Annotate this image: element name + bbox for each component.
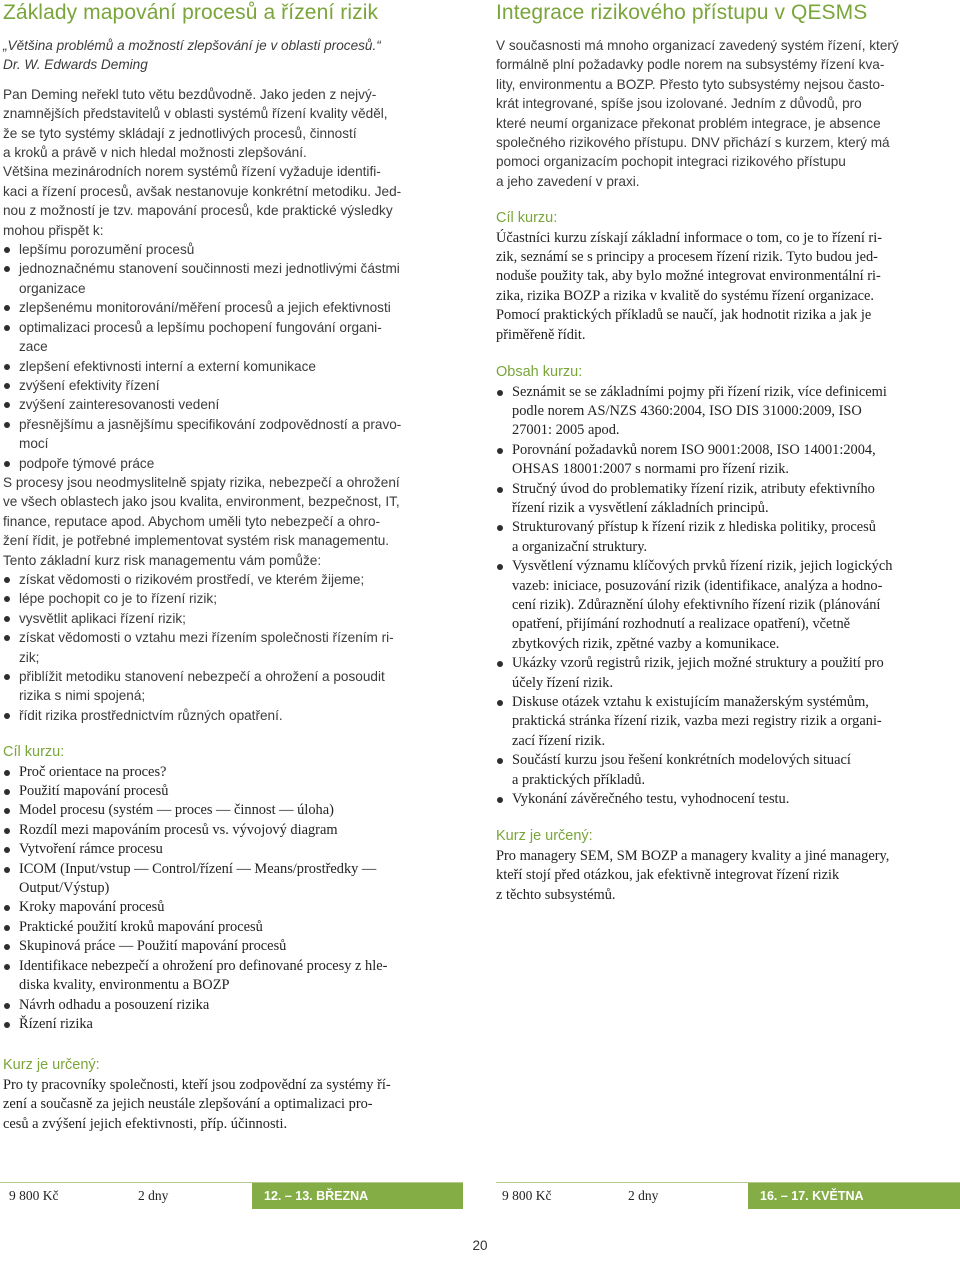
right-kurz-text bbox=[496, 847, 956, 905]
text-line: znamnějších představitelů v oblasti systémů řízení kvality věděl, bbox=[3, 106, 388, 122]
list-item-line: a praktických příkladů. bbox=[512, 771, 646, 788]
text-line: krát integrované, spíše jsou izolované. Jedním z důvodů, pro bbox=[496, 96, 862, 112]
text-line: společného rizikového přístupu. DNV přichází s kurzem, který má bbox=[496, 135, 890, 151]
list-item-line: podle norem AS/NZS 4360:2004, ISO DIS 31000:2009, ISO bbox=[512, 402, 862, 419]
text-line: pomoci organizacím pochopit integraci rizikového přístupu bbox=[496, 154, 846, 170]
list-item bbox=[3, 628, 463, 667]
text-line: zik, seznámí se s principy a procesem řízení rizik. Tyto budou jed- bbox=[496, 249, 878, 266]
list-item-line: řídit rizika prostřednictvím různých opatření. bbox=[19, 707, 283, 723]
text-line: Většina mezinárodních norem systémů řízení vyžaduje identifi- bbox=[3, 164, 381, 180]
list-item-line: Porovnání požadavků norem ISO 9001:2008, ISO 14001:2004, bbox=[512, 441, 876, 458]
list-item-line: Seznámit se se základními pojmy při řízení rizik, více definicemi bbox=[512, 383, 887, 400]
list-item bbox=[3, 395, 463, 414]
list-item-line: Stručný úvod do problematiky řízení rizik, atributy efektivního bbox=[512, 480, 875, 497]
list-item bbox=[3, 860, 463, 899]
list-item bbox=[496, 790, 956, 809]
list-item bbox=[3, 259, 463, 298]
list-item-line: Output/Výstup) bbox=[19, 880, 110, 897]
list-item bbox=[3, 840, 463, 859]
list-item-line: zvýšení zainteresovanosti vedení bbox=[19, 397, 220, 413]
list-item bbox=[3, 898, 463, 917]
right-date-badge: 16. – 17. KVĚTNA bbox=[748, 1183, 960, 1209]
list-item-line: zlepšenému monitorování/měření procesů a jejich efektivnosti bbox=[19, 300, 391, 316]
list-item-line: přiblížit metodiku stanovení nebezpečí a ohrožení a posoudit bbox=[19, 669, 385, 684]
list-item-line: Identifikace nebezpečí a ohrožení pro definované procesy z hle- bbox=[19, 957, 388, 974]
list-item-line: Strukturovaný přístup k řízení rizik z hlediska politiky, procesů bbox=[512, 519, 876, 536]
list-item bbox=[3, 298, 463, 317]
left-duration: 2 dny bbox=[138, 1188, 169, 1203]
right-cil-text bbox=[496, 229, 956, 345]
list-item bbox=[496, 441, 956, 480]
right-duration: 2 dny bbox=[628, 1188, 659, 1203]
list-item bbox=[3, 415, 463, 454]
text-line: S procesy jsou neodmyslitelně spjaty rizika, nebezpečí a ohrožení bbox=[3, 474, 400, 490]
list-item-line: lépe pochopit co je to řízení rizik; bbox=[19, 591, 217, 607]
list-item-line: získat vědomosti o vztahu mezi řízením společnosti řízením ri- bbox=[19, 630, 394, 646]
text-line: kaci a řízení procesů, avšak nestanovuje konkrétní metodiku. Jed- bbox=[3, 183, 402, 199]
text-line: Účastníci kurzu získají základní informace o tom, co je to řízení ri- bbox=[496, 229, 883, 246]
left-middle-text bbox=[3, 473, 463, 570]
list-item bbox=[3, 318, 463, 357]
text-line: formálně plní požadavky podle norem na subsystémy řízení kva- bbox=[496, 57, 885, 73]
list-item-line: Ukázky vzorů registrů rizik, jejich možné struktury a použití pro bbox=[512, 655, 884, 672]
list-item bbox=[3, 706, 463, 725]
list-item-line: 27001: 2005 apod. bbox=[512, 422, 620, 439]
list-item-line: zbytkových rizik, zpětné vazby a komunikace. bbox=[512, 635, 780, 652]
list-item-line: podpoře týmové práce bbox=[19, 455, 155, 471]
right-course-title: Integrace rizikového přístupu v QESMS bbox=[496, 1, 868, 24]
list-item-line: Součástí kurzu jsou řešení konkrétních modelových situací bbox=[512, 752, 851, 769]
text-line: kteří stojí před otázkou, jak efektivně integrovat řízení rizik bbox=[496, 867, 840, 884]
text-line: že se tyto systémy skládají z jednotlivých procesů, činností bbox=[3, 125, 357, 141]
list-item-line: rizika s nimi spojená; bbox=[19, 688, 146, 704]
text-line: a jeho zavedení v praxi. bbox=[496, 173, 640, 189]
list-item-line: získat vědomosti o rizikovém prostředí, ve kterém žijeme; bbox=[19, 571, 365, 587]
left-column bbox=[3, 0, 463, 1134]
list-item-line: Použití mapování procesů bbox=[19, 783, 169, 800]
list-item bbox=[3, 937, 463, 956]
left-course-info-bar bbox=[0, 1182, 463, 1209]
list-item bbox=[496, 693, 956, 751]
left-intro bbox=[3, 85, 463, 240]
list-item bbox=[496, 751, 956, 790]
list-item-line: zlepšení efektivnosti interní a externí komunikace bbox=[19, 358, 316, 374]
list-item bbox=[496, 654, 956, 693]
list-item bbox=[496, 480, 956, 519]
text-line: zení a současně za jejich neustále zlepšování a optimalizaci pro- bbox=[3, 1096, 373, 1113]
left-cil-list bbox=[3, 763, 463, 1035]
text-line: přiměřeně řídit. bbox=[496, 326, 586, 343]
list-item-line: ICOM (Input/vstup — Control/řízení — Means/prostředky — bbox=[19, 860, 377, 877]
list-item bbox=[3, 918, 463, 937]
list-item-line: Rozdíl mezi mapováním procesů vs. vývojový diagram bbox=[19, 821, 338, 838]
list-item-line: Proč orientace na proces? bbox=[19, 763, 167, 780]
list-item-line: Skupinová práce — Použití mapování procesů bbox=[19, 938, 287, 955]
left-kurz-heading: Kurz je určený: bbox=[3, 1057, 100, 1074]
list-item bbox=[3, 376, 463, 395]
text-line: nou z možností je tzv. mapování procesů, kde praktické výsledky bbox=[3, 203, 393, 219]
list-item bbox=[3, 240, 463, 259]
list-item-line: jednoznačnému stanovení součinnosti mezi jednotlivými částmi bbox=[19, 261, 400, 277]
list-item-line: OHSAS 18001:2007 s normami pro řízení rizik. bbox=[512, 461, 789, 478]
text-line: Pomocí praktických příkladů se naučí, jak hodnotit rizika a jak je bbox=[496, 307, 872, 324]
list-item-line: Model procesu (systém — proces — činnost — úloha) bbox=[19, 802, 334, 819]
list-item-line: Vytvoření rámce procesu bbox=[19, 841, 163, 858]
list-item-line: zací řízení rizik. bbox=[512, 732, 606, 749]
list-item-line: Návrh odhadu a posouzení rizika bbox=[19, 996, 210, 1013]
text-line: zika, rizika BOZP a rizika v kvalitě do systému řízení organizace. bbox=[496, 287, 875, 304]
right-kurz-heading: Kurz je určený: bbox=[496, 828, 593, 845]
text-line: mohou přispět k: bbox=[3, 222, 104, 238]
left-price: 9 800 Kč bbox=[9, 1188, 59, 1203]
text-line: které neumí organizace překonat problém integrace, je absence bbox=[496, 115, 881, 131]
right-price: 9 800 Kč bbox=[502, 1188, 552, 1203]
text-line: finance, reputace apod. Abychom uměli tyto nebezpečí a ohro- bbox=[3, 513, 381, 529]
text-line: Tento základní kurz risk managementu vám pomůže: bbox=[3, 552, 322, 568]
list-item-line: vysvětlit aplikaci řízení rizik; bbox=[19, 610, 186, 626]
list-item-line: zace bbox=[19, 339, 48, 355]
text-line: a kroků a právě v nich hledal možnosti zlepšování. bbox=[3, 145, 307, 161]
left-cil-heading: Cíl kurzu: bbox=[3, 744, 65, 761]
list-item bbox=[496, 557, 956, 654]
text-line: noduše použity tak, aby bylo možné integrovat environmentální ri- bbox=[496, 268, 881, 285]
text-line: lity, environmentu a BOZP. Přesto tyto subsystémy nejsou často- bbox=[496, 76, 885, 92]
list-item-line: Praktické použití kroků mapování procesů bbox=[19, 918, 263, 935]
list-item bbox=[3, 589, 463, 608]
text-line: z těchto subsystémů. bbox=[496, 886, 616, 903]
list-item-line: zik; bbox=[19, 649, 40, 665]
list-item bbox=[3, 454, 463, 473]
list-item-line: a organizační struktury. bbox=[512, 538, 648, 555]
text-line: žení řídit, je potřebné implementovat systém risk managementu. bbox=[3, 533, 390, 549]
right-cil-heading: Cíl kurzu: bbox=[496, 210, 558, 227]
text-line: Pro managery SEM, SM BOZP a managery kvality a jiné managery, bbox=[496, 847, 890, 864]
list-item-line: diska kvality, environmentu a BOZP bbox=[19, 977, 230, 994]
quote-text: „Většina problémů a možností zlepšování je v oblasti procesů.“ bbox=[3, 38, 381, 53]
list-item bbox=[3, 801, 463, 820]
list-item-line: řízení rizik a vysvětlení základních principů. bbox=[512, 499, 769, 516]
text-line: ve všech oblastech jako jsou kvalita, environment, bezpečnost, IT, bbox=[3, 494, 400, 510]
list-item-line: opatření, přijímání rozhodnutí a realizace opatření), včetně bbox=[512, 616, 851, 633]
page-number: 20 bbox=[472, 1238, 488, 1253]
list-item bbox=[3, 609, 463, 628]
list-item bbox=[3, 996, 463, 1015]
list-item-line: přesnějšímu a jasnějšímu specifikování zodpovědností a pravo- bbox=[19, 416, 402, 432]
left-date-badge: 12. – 13. BŘEZNA bbox=[252, 1183, 463, 1209]
list-item bbox=[3, 957, 463, 996]
list-item bbox=[3, 763, 463, 782]
list-item bbox=[496, 518, 956, 557]
deming-quote bbox=[3, 36, 463, 75]
text-line: V současnosti má mnoho organizací zavedený systém řízení, který bbox=[496, 38, 899, 53]
list-item-line: Kroky mapování procesů bbox=[19, 899, 165, 916]
list-item-line: mocí bbox=[19, 436, 49, 452]
quote-author: Dr. W. Edwards Deming bbox=[3, 57, 148, 73]
text-line: Pan Deming neřekl tuto větu bezdůvodně. Jako jeden z nejvý- bbox=[3, 86, 377, 102]
list-item-line: Diskuse otázek vztahu k existujícím manažerským systémům, bbox=[512, 694, 869, 710]
list-item-line: cení rizik). Zdůraznění úlohy efektivního řízení rizik (plánování bbox=[512, 596, 881, 613]
right-course-info-bar bbox=[496, 1182, 960, 1209]
list-item bbox=[3, 1015, 463, 1034]
list-item-line: Řízení rizika bbox=[19, 1015, 93, 1032]
list-item-line: organizace bbox=[19, 280, 86, 296]
right-intro bbox=[496, 36, 956, 191]
left-course-title: Základy mapování procesů a řízení rizik bbox=[3, 1, 379, 24]
right-obsah-list bbox=[496, 383, 956, 810]
list-item-line: praktická stránka řízení rizik, vazba mezi registry rizik a organi- bbox=[512, 713, 882, 730]
list-item bbox=[3, 782, 463, 801]
list-item-line: lepšímu porozumění procesů bbox=[19, 242, 195, 258]
text-line: cesů a zvýšení jejich efektivnosti, příp. účinnosti. bbox=[3, 1115, 288, 1132]
list-item-line: vazeb: iniciace, posuzování rizik (identifikace, analýza a hodno- bbox=[512, 577, 883, 594]
list-item-line: zvýšení efektivity řízení bbox=[19, 377, 160, 393]
right-column bbox=[496, 0, 956, 905]
list-item bbox=[3, 667, 463, 706]
list-item-line: Vysvětlení významu klíčových prvků řízení rizik, jejich logických bbox=[512, 558, 893, 575]
list-item-line: Vykonání závěrečného testu, vyhodnocení testu. bbox=[512, 791, 790, 808]
left-kurz-text bbox=[3, 1076, 463, 1134]
course-goals-list bbox=[3, 570, 463, 725]
benefits-list bbox=[3, 240, 463, 473]
right-obsah-heading: Obsah kurzu: bbox=[496, 364, 583, 381]
list-item bbox=[496, 383, 956, 441]
text-line: Pro ty pracovníky společnosti, kteří jsou zodpovědní za systémy ří- bbox=[3, 1076, 391, 1093]
list-item-line: optimalizaci procesů a lepšímu pochopení fungování organi- bbox=[19, 319, 382, 335]
list-item bbox=[3, 570, 463, 589]
list-item-line: účely řízení rizik. bbox=[512, 674, 614, 691]
list-item bbox=[3, 821, 463, 840]
list-item bbox=[3, 357, 463, 376]
